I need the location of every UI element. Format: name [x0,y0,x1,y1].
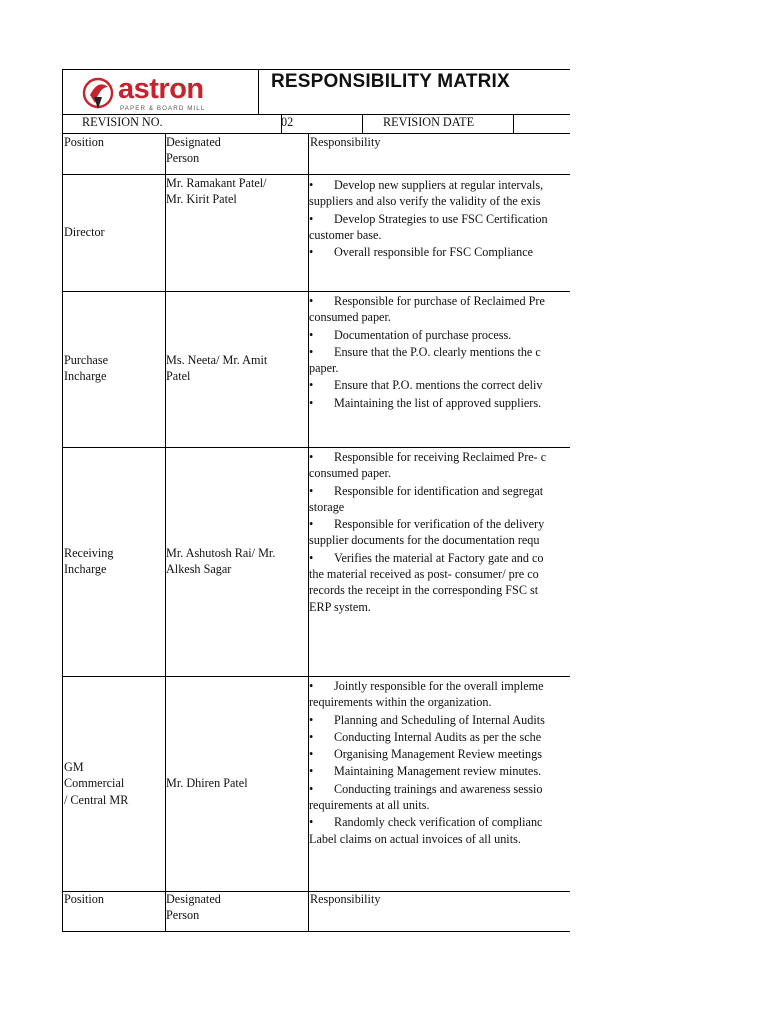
responsibility-item-text: Organising Management Review meetings [334,747,542,762]
bullet-icon: • [309,712,314,727]
revision-date-label: REVISION DATE [383,115,475,129]
responsibility-item-text: Maintaining Management review minutes. [334,764,542,779]
revision-no-label: REVISION NO. [82,115,163,129]
responsibility-item-text: Conducting Internal Audits as per the sche [334,729,542,744]
column-header-person: Designated Person [166,135,221,166]
astron-emblem-icon [82,73,116,113]
row-position: Director [64,225,105,239]
responsibility-item [309,177,570,210]
column-header-responsibility: Responsibility [310,135,381,149]
responsibility-item-text: Responsible for identification and segregat [334,483,544,498]
bullet-icon: • [309,679,314,693]
responsibility-item-text: Planning and Scheduling of Internal Audits [334,712,545,727]
responsibility-item [309,781,570,814]
responsibility-item [309,377,570,393]
bullet-icon: • [309,344,314,359]
responsibility-item-text: Ensure that the P.O. clearly mentions the c [334,344,541,359]
responsibility-item-text: records the receipt in the corresponding FSC st [309,583,539,598]
responsibility-item-text: supplier documents for the documentation requ [309,533,540,548]
row-line-4 [62,676,570,677]
responsibility-item-text: ERP system. [309,599,371,614]
row-person: Mr. Dhiren Patel [166,776,248,790]
bullet-icon: • [309,764,314,779]
table-border-bottom [62,931,570,932]
responsibility-item [309,344,570,377]
responsibility-item-text: Verifies the material at Factory gate and co [334,550,544,565]
responsibility-item-text: suppliers and also verify the validity of the exis [309,194,541,209]
responsibility-item [309,395,570,411]
responsibility-item-text: Jointly responsible for the overall impleme [334,679,544,693]
responsibility-item-text: Overall responsible for FSC Compliance [334,245,534,260]
responsibility-item [309,516,570,549]
page-title: RESPONSIBILITY MATRIX [271,71,510,92]
responsibility-item [309,327,570,343]
responsibility-item [309,746,570,762]
row-line-1 [62,174,570,175]
responsibility-item [309,211,570,244]
row-person: Mr. Ashutosh Rai/ Mr. Alkesh Sagar [166,546,276,577]
bullet-icon: • [309,395,314,410]
bullet-icon: • [309,550,314,565]
responsibility-item-text: consumed paper. [309,310,391,325]
row-position: Purchase Incharge [64,353,108,384]
revision-divider-3 [513,114,514,134]
responsibility-list [309,449,570,616]
repeat-header-person: Designated Person [166,892,221,923]
responsibility-matrix-sheet [62,69,570,932]
responsibility-item-text: requirements within the organization. [309,695,492,710]
bullet-icon: • [309,211,314,226]
bullet-icon: • [309,747,314,762]
bullet-icon: • [309,815,314,830]
logo-wordmark: astron [118,73,204,105]
responsibility-item [309,244,570,260]
repeat-header-position: Position [64,892,104,906]
row-line-2 [62,291,570,292]
responsibility-item [309,449,570,482]
responsibility-item [309,293,570,326]
row-position: Receiving Incharge [64,546,114,577]
company-logo [80,71,240,113]
bullet-icon: • [309,327,314,342]
logo-tagline: PAPER & BOARD MILL [120,105,206,112]
responsibility-item-text: consumed paper. [309,466,391,481]
responsibility-item [309,763,570,779]
responsibility-item-text: customer base. [309,227,382,242]
table-border-left [62,69,63,932]
row-position: GM Commercial / Central MR [64,760,129,807]
bullet-icon: • [309,729,314,744]
responsibility-item-text: Develop Strategies to use FSC Certification [334,211,548,226]
bullet-icon: • [309,483,314,498]
responsibility-item [309,712,570,728]
responsibility-item-text: Maintaining the list of approved suppliers. [334,395,542,410]
responsibility-item-text: Conducting trainings and awareness sessio [334,781,543,796]
responsibility-item-text: Randomly check verification of complianc [334,815,543,830]
header-divider [258,69,259,114]
bullet-icon: • [309,517,314,532]
responsibility-item-text: Label claims on actual invoices of all units. [309,831,521,846]
row-person: Ms. Neeta/ Mr. Amit Patel [166,353,268,384]
responsibility-item-text: requirements at all units. [309,798,430,813]
responsibility-item-text: Responsible for receiving Reclaimed Pre- c [334,450,547,464]
bullet-icon: • [309,294,314,308]
responsibility-list [309,177,570,261]
revision-no-value: 02 [281,115,294,129]
bullet-icon: • [309,450,314,464]
bullet-icon: • [309,245,314,260]
responsibility-item-text: Develop new suppliers at regular intervals, [334,178,544,192]
column-header-position: Position [64,135,104,149]
revision-divider-2 [362,114,363,134]
bullet-icon: • [309,781,314,796]
bullet-icon: • [309,178,314,192]
responsibility-item [309,678,570,711]
responsibility-item-text: the material received as post- consumer/ pre co [309,567,539,582]
responsibility-item-text: Responsible for verification of the delivery [334,517,545,532]
responsibility-item [309,729,570,745]
bullet-icon: • [309,378,314,393]
responsibility-list [309,293,570,412]
responsibility-item-text: Responsible for purchase of Reclaimed Pre [334,294,545,308]
row-line-3 [62,447,570,448]
row-person: Mr. Ramakant Patel/ Mr. Kirit Patel [166,176,267,207]
responsibility-item [309,483,570,516]
responsibility-item-text: Documentation of purchase process. [334,327,512,342]
column-divider-person [165,133,166,932]
table-border-top [62,69,570,70]
responsibility-item [309,814,570,847]
responsibility-item [309,550,570,615]
responsibility-item-text: paper. [309,361,339,376]
responsibility-item-text: storage [309,499,345,514]
responsibility-item-text: Ensure that P.O. mentions the correct deliv [334,378,543,393]
repeat-header-responsibility: Responsibility [310,892,381,906]
responsibility-list [309,678,570,848]
